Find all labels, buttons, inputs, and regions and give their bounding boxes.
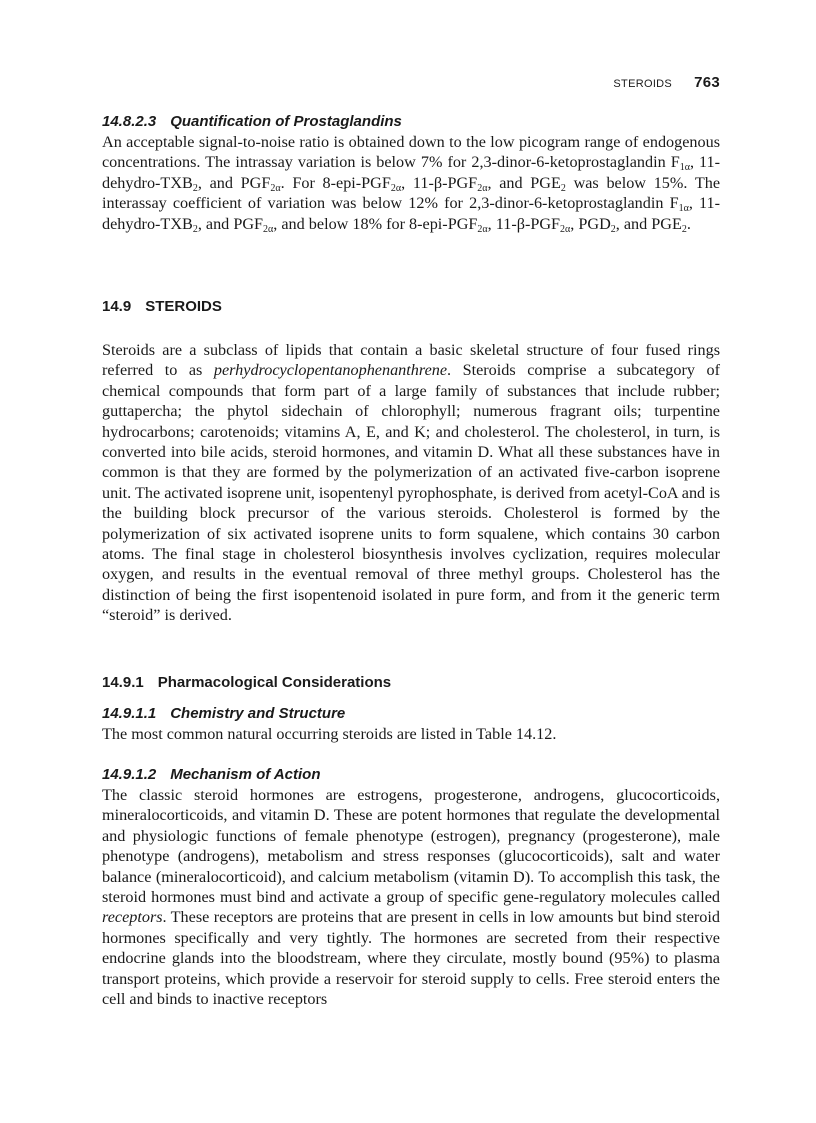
- section-title: Chemistry and Structure: [170, 705, 346, 722]
- paragraph: An acceptable signal-to-noise ratio is obtained down to the low picogram range of endogenous concentrations. The intrassay variation is below 7% for 2,3-dinor-6-ketoprostaglandin $F_{1\alpha}$, $11-dehydro-TXB_2$, and $PGF_{2\alpha}$. For $8-epi-PGF_{2\alpha}$, $11-\beta-PGF_{2\alpha}$, and $PGE_2$ was below 15%. The interassay coefficient of variation was below 12% for 2,3-dinor-6-ketoprostaglandin $F_{1\alpha}$, $11-dehydro-TXB_2$, and $PGF_{2\alpha}$, and below 18% for $8-epi-PGF_{2\alpha}$, $11-\beta-PGF_{2\alpha}$, $PGD_2$, and $PGE_2$.: [102, 133, 720, 235]
- section-title: STEROIDS: [145, 298, 222, 315]
- section-number: 14.9.1.2: [102, 766, 157, 783]
- section-heading: [102, 704, 720, 724]
- paragraph: Steroids are a subclass of lipids that contain a basic skeletal structure of four fused rings referred to as perhydrocyclopentanophenanthrene. Steroids comprise a subcategory of chemical compounds that form part of a large family of substances that include rubber; guttapercha; the phytol sidechain of chlorophyll; numerous fragrant oils; turpentine hydrocarbons; carotenoids; vitamins A, E, and K; and cholesterol. The cholesterol, in turn, is converted into bile acids, steroid hormones, and vitamin D. What all these substances have in common is that they are formed by the polymerization of an activated five-carbon isoprene unit. The activated isoprene unit, isopentenyl pyrophosphate, is derived from acetyl-CoA and is the building block precursor of the various steroids. Cholesterol is formed by the polymerization of six activated isoprene units to form squalene, which contains 30 carbon atoms. The final stage in cholesterol biosynthesis involves cyclization, requires molecular oxygen, and results in the eventual removal of three methyl groups. Cholesterol has the distinction of being the first isopentenoid isolated in pure form, and from it the generic term “steroid” is derived.: [102, 341, 720, 625]
- page-number: 763: [694, 74, 720, 91]
- running-head-section: STEROIDS: [613, 78, 673, 90]
- steroids-paragraph: [102, 340, 720, 626]
- section-number: 14.8.2.3: [102, 113, 157, 130]
- section-mechanism: [102, 765, 720, 1009]
- section-number: 14.9: [102, 298, 132, 315]
- section-title: Quantification of Prostaglandins: [170, 113, 402, 130]
- section-chemistry: [102, 704, 720, 744]
- section-heading: [102, 112, 720, 132]
- section-heading: [102, 297, 720, 317]
- section-number: 14.9.1.1: [102, 705, 157, 722]
- section-title: Pharmacological Considerations: [157, 674, 392, 691]
- section-number: 14.9.1: [102, 674, 144, 691]
- section-steroids: [102, 297, 720, 317]
- paragraph: The most common natural occurring steroids are listed in Table 14.12.: [102, 725, 557, 743]
- section-pharmacological: [102, 673, 720, 693]
- section-heading: [102, 673, 720, 693]
- section-heading: [102, 765, 720, 785]
- paragraph: The classic steroid hormones are estrogens, progesterone, androgens, glucocorticoids, mineralocorticoids, and vitamin D. These are potent hormones that regulate the developmental and physiologic functions of female phenotype (estrogen), pregnancy (progesterone), male phenotype (androgens), metabolism and stress responses (glucocorticoids), salt and water balance (mineralocorticoid), and calcium metabolism (vitamin D). To accomplish this task, the steroid hormones must bind and activate a group of specific gene-regulatory molecules called receptors. These receptors are proteins that are present in cells in low amounts but bind steroid hormones specifically and very tightly. The hormones are secreted from their respective endocrine glands into the bloodstream, where they circulate, mostly bound (95%) to plasma transport proteins, which provide a reservoir for steroid supply to cells. Free steroid enters the cell and binds to inactive receptors: [102, 786, 720, 1009]
- running-head: [613, 74, 720, 91]
- section-title: Mechanism of Action: [170, 766, 321, 783]
- section-quantification: [102, 112, 720, 234]
